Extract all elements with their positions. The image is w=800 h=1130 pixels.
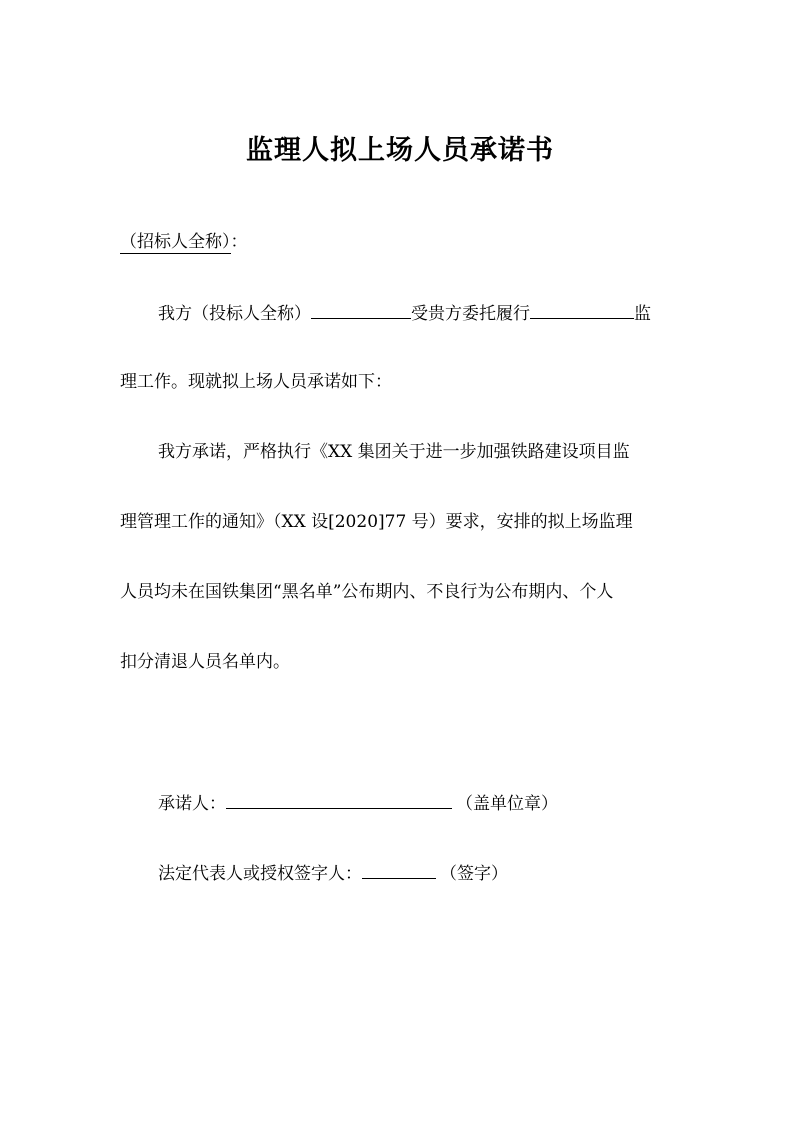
promisor-label: 承诺人： [158,794,226,814]
para1-part1: 我方（投标人全称） [158,304,311,324]
document-title: 监理人拟上场人员承诺书 [246,135,554,166]
representative-line [158,860,508,886]
promisor-blank[interactable] [226,790,452,809]
project-name-blank[interactable] [530,300,634,319]
addressee-line [120,230,248,254]
paragraph-1-line-2: 理工作。现就拟上场人员承诺如下： [120,372,392,392]
promisor-seal-note: （盖单位章） [456,794,558,814]
addressee-colon: ： [230,232,248,252]
representative-blank[interactable] [362,860,436,879]
bidder-name-blank[interactable] [311,300,411,319]
para1-part2: 受贵方委托履行 [411,304,530,324]
para1-part3: 监 [634,304,651,324]
paragraph-2-line-3: 人员均未在国铁集团“黑名单”公布期内、不良行为公布期内、个人 [120,582,614,602]
addressee-name: （招标人全称） [120,232,231,252]
representative-sign-note: （签字） [440,864,508,884]
paragraph-2-line-1: 我方承诺，严格执行《XX 集团关于进一步加强铁路建设项目监 [158,442,630,462]
paragraph-2-line-2: 理管理工作的通知》（XX 设[2020]77 号）要求，安排的拟上场监理 [120,512,633,532]
representative-label: 法定代表人或授权签字人： [158,864,362,884]
paragraph-2-line-4: 扣分清退人员名单内。 [120,652,290,672]
promisor-line [158,790,558,816]
paragraph-1-line-1 [158,300,651,326]
